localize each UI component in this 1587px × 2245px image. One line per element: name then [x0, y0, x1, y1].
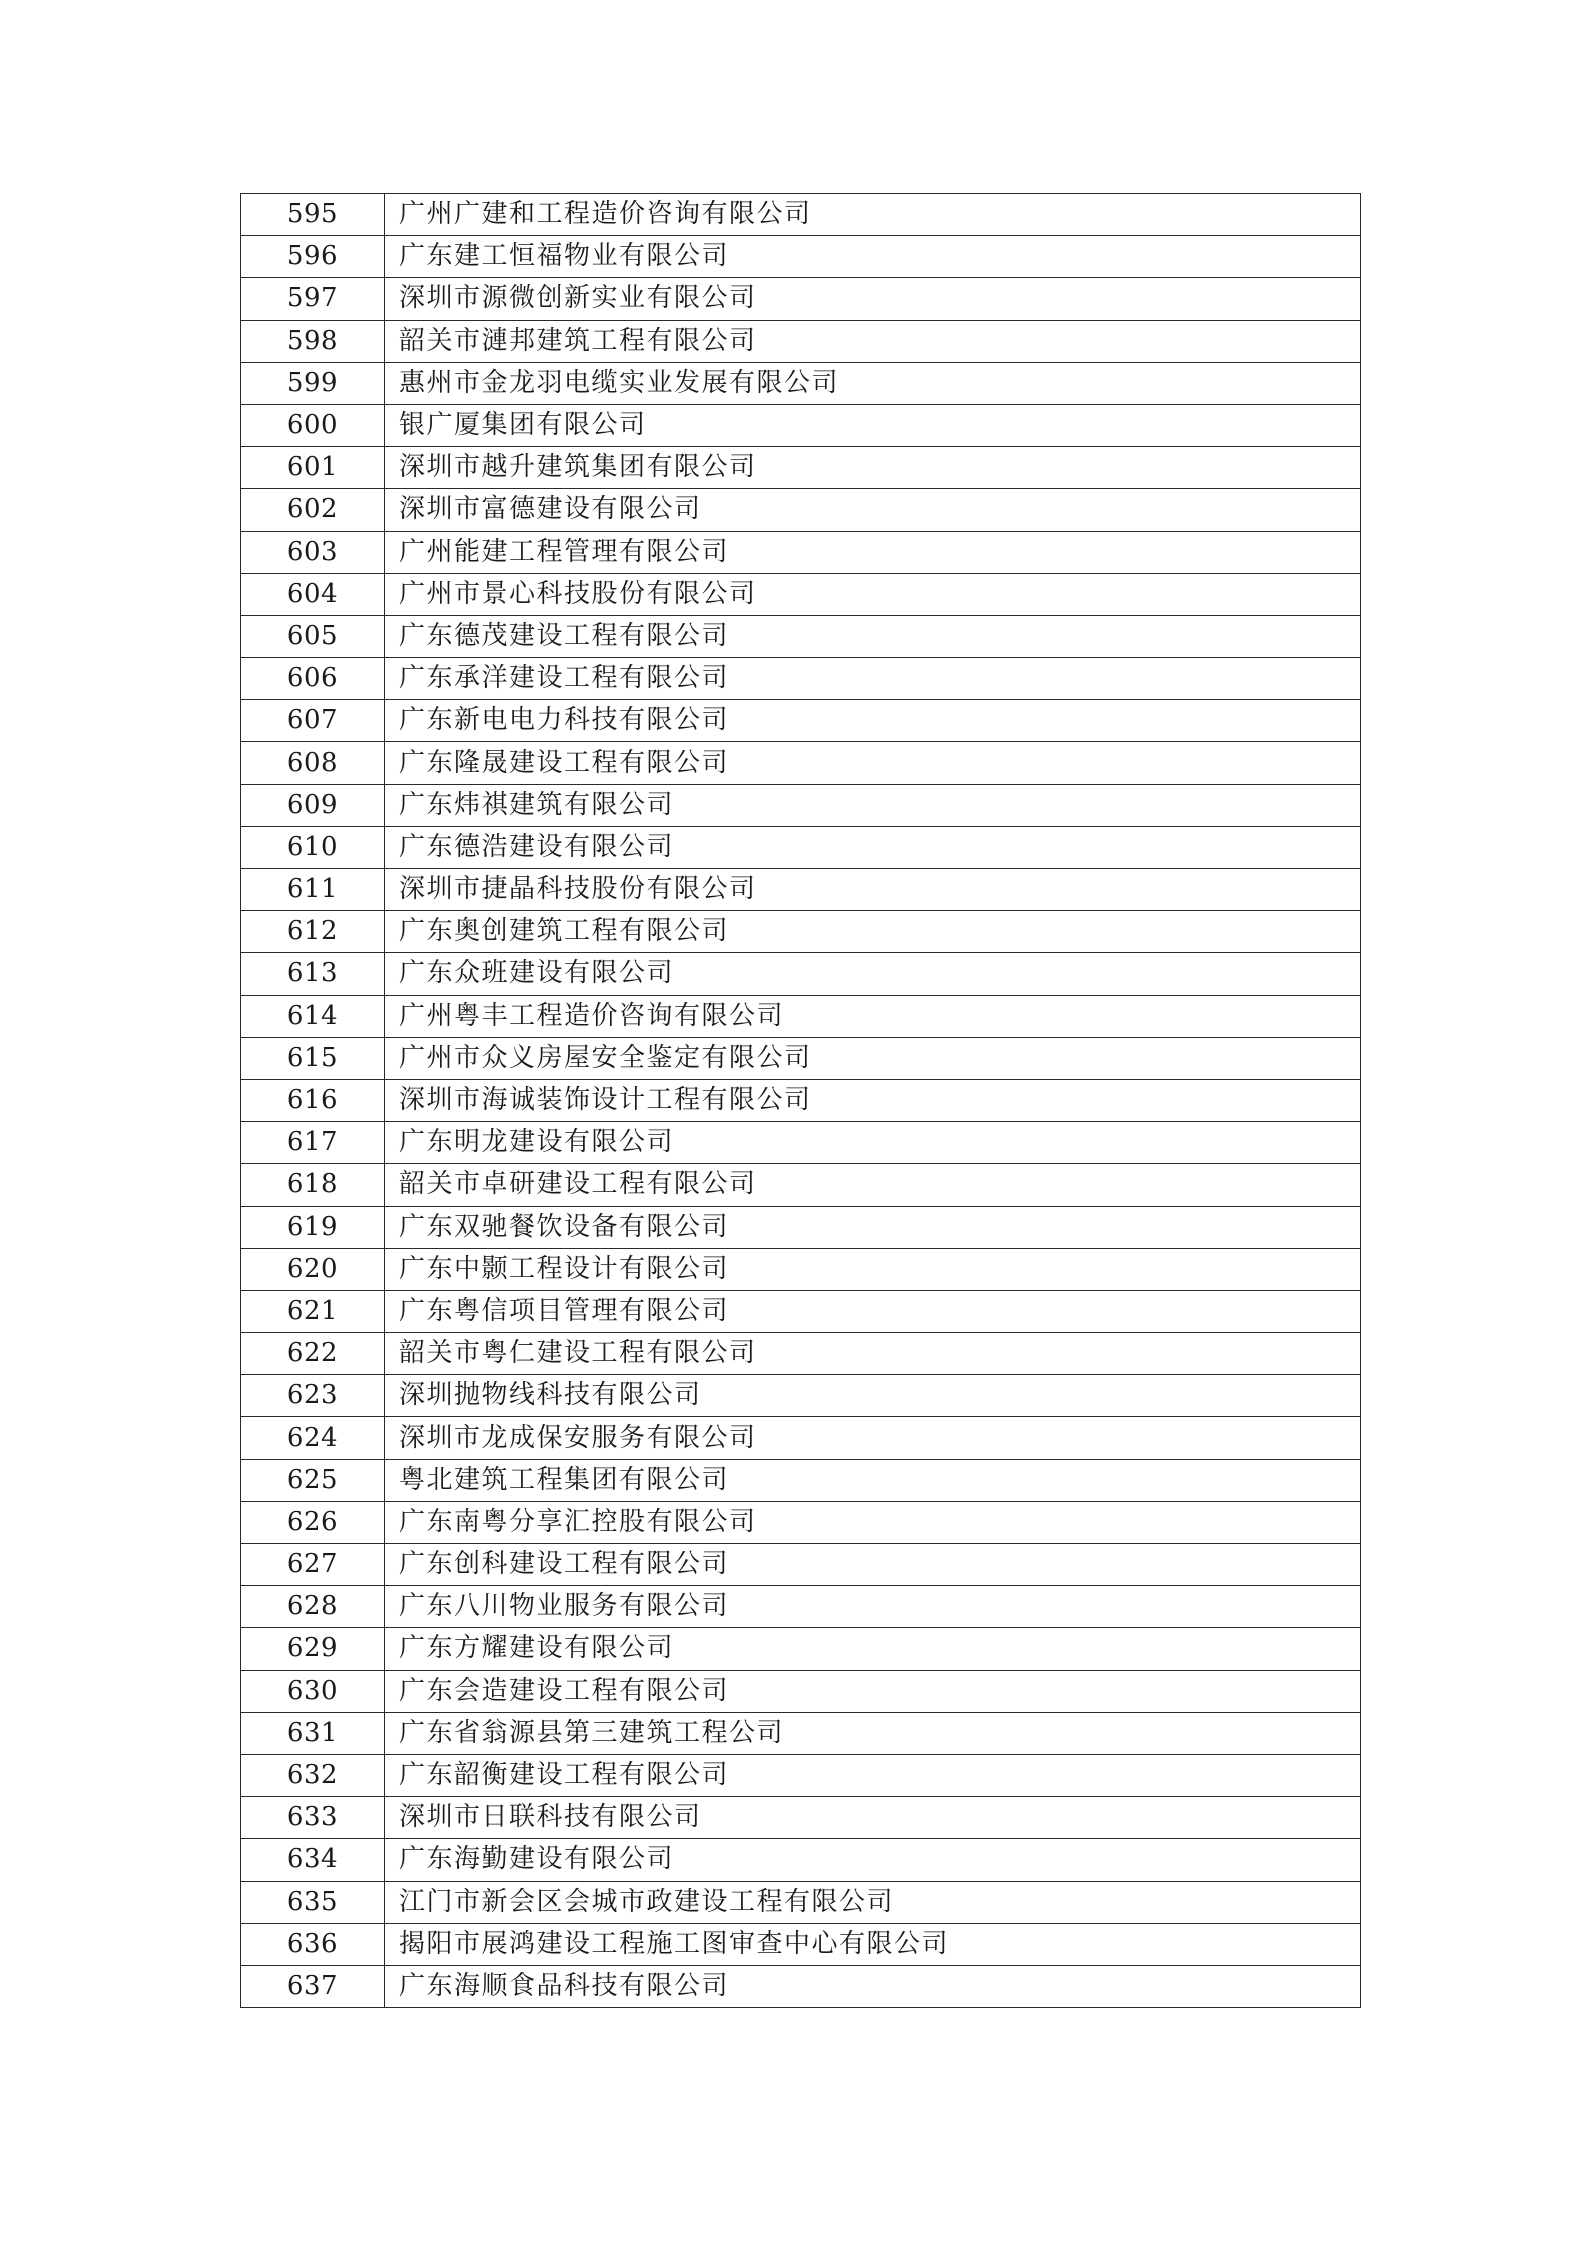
table-row — [241, 1501, 1361, 1543]
row-number: 617 — [241, 1122, 385, 1164]
row-number: 610 — [241, 826, 385, 868]
company-name: 广州市众义房屋安全鉴定有限公司 — [385, 1037, 1361, 1079]
table-row — [241, 658, 1361, 700]
company-name: 广东双驰餐饮设备有限公司 — [385, 1206, 1361, 1248]
table-row — [241, 320, 1361, 362]
row-number: 622 — [241, 1333, 385, 1375]
company-name: 广东德浩建设有限公司 — [385, 826, 1361, 868]
row-number: 636 — [241, 1923, 385, 1965]
table-row — [241, 1628, 1361, 1670]
table-row — [241, 531, 1361, 573]
company-name: 广东众班建设有限公司 — [385, 953, 1361, 995]
table-row — [241, 278, 1361, 320]
row-number: 596 — [241, 236, 385, 278]
table-row — [241, 236, 1361, 278]
table-row — [241, 700, 1361, 742]
table-row — [241, 1375, 1361, 1417]
row-number: 637 — [241, 1965, 385, 2007]
company-name: 惠州市金龙羽电缆实业发展有限公司 — [385, 362, 1361, 404]
company-name: 广东新电电力科技有限公司 — [385, 700, 1361, 742]
row-number: 630 — [241, 1670, 385, 1712]
company-name: 深圳市越升建筑集团有限公司 — [385, 447, 1361, 489]
company-name: 广东中颢工程设计有限公司 — [385, 1248, 1361, 1290]
row-number: 618 — [241, 1164, 385, 1206]
row-number: 607 — [241, 700, 385, 742]
company-name: 深圳市海诚装饰设计工程有限公司 — [385, 1079, 1361, 1121]
company-name: 广东韶衡建设工程有限公司 — [385, 1754, 1361, 1796]
company-name: 深圳市捷晶科技股份有限公司 — [385, 869, 1361, 911]
row-number: 628 — [241, 1586, 385, 1628]
table-row — [241, 1417, 1361, 1459]
row-number: 626 — [241, 1501, 385, 1543]
table-row — [241, 911, 1361, 953]
company-name: 韶关市卓研建设工程有限公司 — [385, 1164, 1361, 1206]
row-number: 621 — [241, 1290, 385, 1332]
table-row — [241, 573, 1361, 615]
table-row — [241, 742, 1361, 784]
row-number: 598 — [241, 320, 385, 362]
row-number: 600 — [241, 404, 385, 446]
row-number: 620 — [241, 1248, 385, 1290]
company-name: 广东承洋建设工程有限公司 — [385, 658, 1361, 700]
company-name: 深圳市富德建设有限公司 — [385, 489, 1361, 531]
table-row — [241, 1206, 1361, 1248]
table-row — [241, 1586, 1361, 1628]
table-row — [241, 1839, 1361, 1881]
table-row — [241, 404, 1361, 446]
company-name: 广东会造建设工程有限公司 — [385, 1670, 1361, 1712]
company-name: 广东南粤分享汇控股有限公司 — [385, 1501, 1361, 1543]
company-name: 韶关市粤仁建设工程有限公司 — [385, 1333, 1361, 1375]
table-row — [241, 489, 1361, 531]
row-number: 624 — [241, 1417, 385, 1459]
row-number: 606 — [241, 658, 385, 700]
company-name: 深圳抛物线科技有限公司 — [385, 1375, 1361, 1417]
company-name: 江门市新会区会城市政建设工程有限公司 — [385, 1881, 1361, 1923]
row-number: 633 — [241, 1797, 385, 1839]
row-number: 609 — [241, 784, 385, 826]
table-row — [241, 784, 1361, 826]
table-row — [241, 1670, 1361, 1712]
company-name: 深圳市龙成保安服务有限公司 — [385, 1417, 1361, 1459]
row-number: 629 — [241, 1628, 385, 1670]
table-row — [241, 1079, 1361, 1121]
table-row — [241, 194, 1361, 236]
company-name: 粤北建筑工程集团有限公司 — [385, 1459, 1361, 1501]
table-row — [241, 1923, 1361, 1965]
row-number: 627 — [241, 1544, 385, 1586]
company-name: 广东隆晟建设工程有限公司 — [385, 742, 1361, 784]
table-row — [241, 1122, 1361, 1164]
company-name: 广东德茂建设工程有限公司 — [385, 615, 1361, 657]
company-name: 韶关市漣邦建筑工程有限公司 — [385, 320, 1361, 362]
table-row — [241, 1754, 1361, 1796]
row-number: 601 — [241, 447, 385, 489]
row-number: 608 — [241, 742, 385, 784]
company-name: 广东海勤建设有限公司 — [385, 1839, 1361, 1881]
row-number: 632 — [241, 1754, 385, 1796]
table-row — [241, 1037, 1361, 1079]
company-list-table — [240, 193, 1361, 2008]
row-number: 605 — [241, 615, 385, 657]
table-row — [241, 1248, 1361, 1290]
company-name: 广东省翁源县第三建筑工程公司 — [385, 1712, 1361, 1754]
company-name: 深圳市日联科技有限公司 — [385, 1797, 1361, 1839]
table-row — [241, 1164, 1361, 1206]
company-name: 广东明龙建设有限公司 — [385, 1122, 1361, 1164]
table-row — [241, 1544, 1361, 1586]
row-number: 619 — [241, 1206, 385, 1248]
row-number: 595 — [241, 194, 385, 236]
company-name: 广东建工恒福物业有限公司 — [385, 236, 1361, 278]
row-number: 602 — [241, 489, 385, 531]
row-number: 597 — [241, 278, 385, 320]
table-row — [241, 615, 1361, 657]
table-row — [241, 447, 1361, 489]
table-row — [241, 826, 1361, 868]
row-number: 614 — [241, 995, 385, 1037]
table-row — [241, 1797, 1361, 1839]
row-number: 625 — [241, 1459, 385, 1501]
row-number: 615 — [241, 1037, 385, 1079]
row-number: 603 — [241, 531, 385, 573]
company-name: 广州能建工程管理有限公司 — [385, 531, 1361, 573]
company-name: 广州粤丰工程造价咨询有限公司 — [385, 995, 1361, 1037]
company-name: 广东方耀建设有限公司 — [385, 1628, 1361, 1670]
row-number: 604 — [241, 573, 385, 615]
company-name: 揭阳市展鸿建设工程施工图审查中心有限公司 — [385, 1923, 1361, 1965]
company-name: 银广厦集团有限公司 — [385, 404, 1361, 446]
table-row — [241, 362, 1361, 404]
row-number: 599 — [241, 362, 385, 404]
table-row — [241, 1333, 1361, 1375]
table-row — [241, 1881, 1361, 1923]
table-row — [241, 995, 1361, 1037]
row-number: 635 — [241, 1881, 385, 1923]
company-name: 广东海顺食品科技有限公司 — [385, 1965, 1361, 2007]
row-number: 634 — [241, 1839, 385, 1881]
company-name: 广东八川物业服务有限公司 — [385, 1586, 1361, 1628]
row-number: 611 — [241, 869, 385, 911]
table-row — [241, 1712, 1361, 1754]
company-name: 广州广建和工程造价咨询有限公司 — [385, 194, 1361, 236]
row-number: 612 — [241, 911, 385, 953]
table-row — [241, 1290, 1361, 1332]
company-name: 广东炜祺建筑有限公司 — [385, 784, 1361, 826]
row-number: 631 — [241, 1712, 385, 1754]
table-row — [241, 869, 1361, 911]
company-name: 广东奥创建筑工程有限公司 — [385, 911, 1361, 953]
table-row — [241, 953, 1361, 995]
company-name: 广州市景心科技股份有限公司 — [385, 573, 1361, 615]
company-name: 深圳市源微创新实业有限公司 — [385, 278, 1361, 320]
table-row — [241, 1965, 1361, 2007]
row-number: 613 — [241, 953, 385, 995]
table-row — [241, 1459, 1361, 1501]
company-list-body — [241, 194, 1361, 2008]
row-number: 623 — [241, 1375, 385, 1417]
company-name: 广东创科建设工程有限公司 — [385, 1544, 1361, 1586]
row-number: 616 — [241, 1079, 385, 1121]
company-name: 广东粤信项目管理有限公司 — [385, 1290, 1361, 1332]
